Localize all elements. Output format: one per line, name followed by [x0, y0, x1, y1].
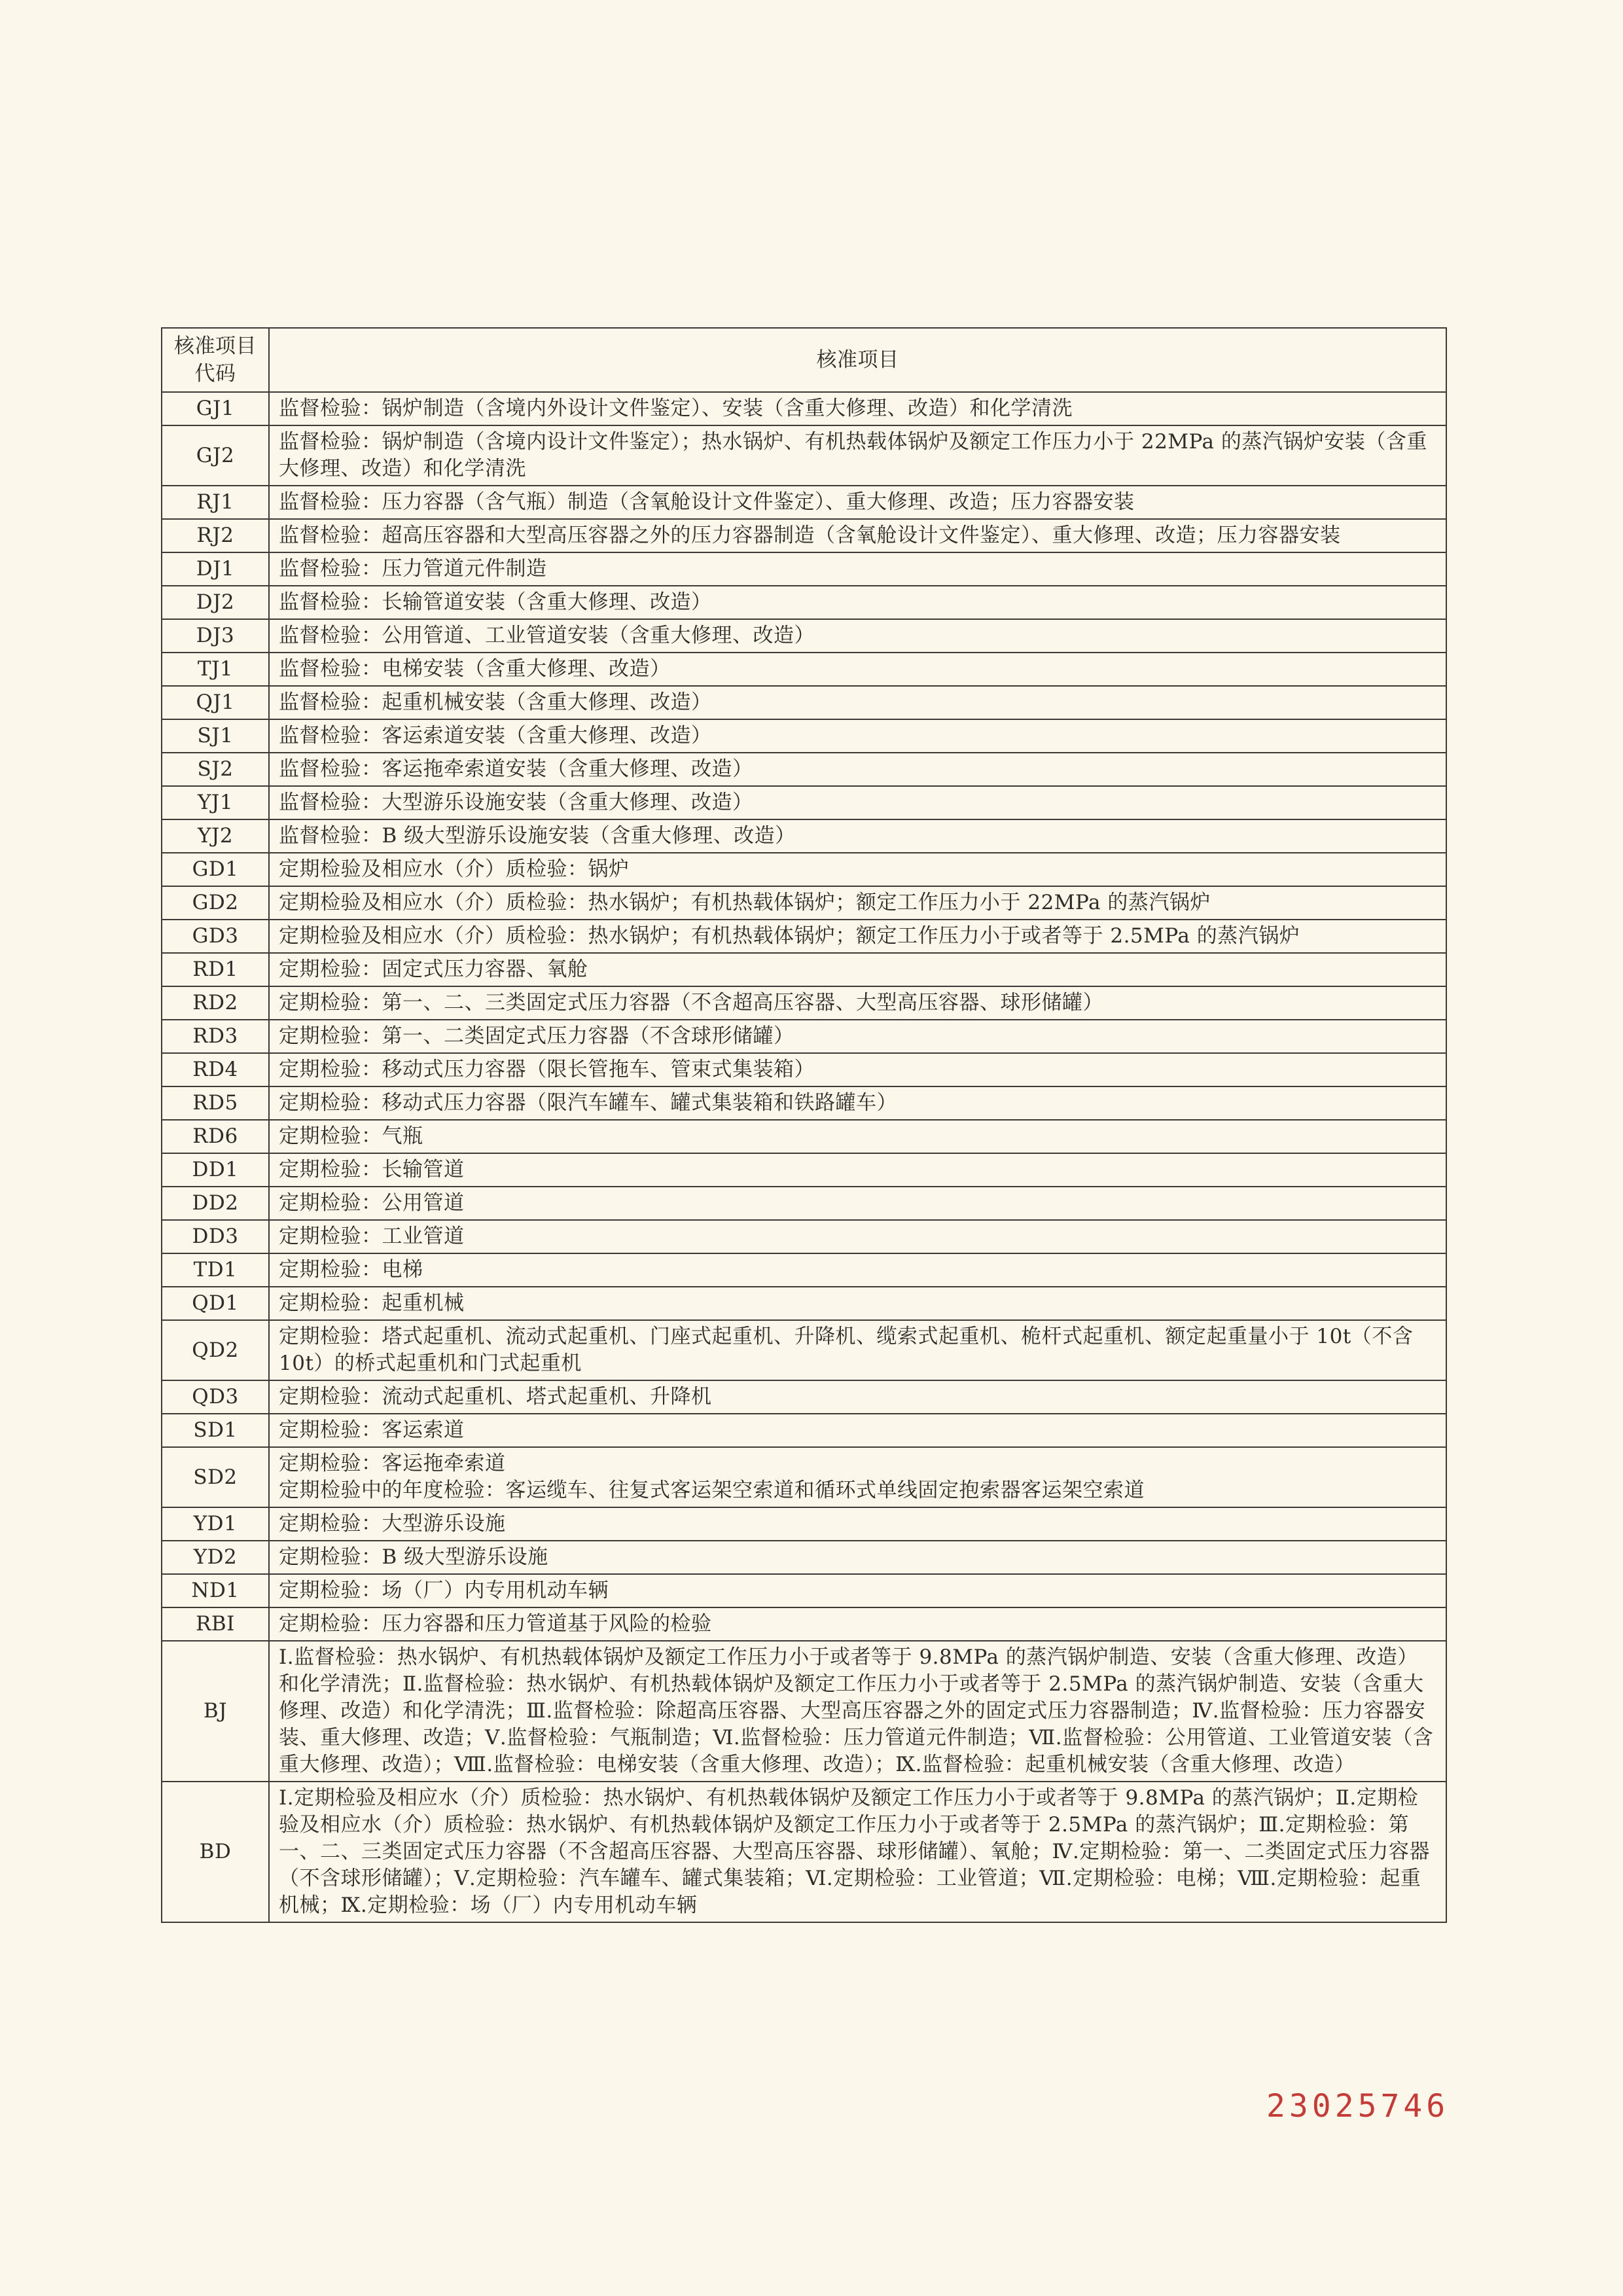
header-item: 核准项目 [269, 328, 1446, 392]
table-row [162, 786, 1446, 819]
item-code: YD2 [162, 1541, 269, 1574]
item-description: Ⅰ.监督检验：热水锅炉、有机热载体锅炉及额定工作压力小于或者等于 9.8MPa 的蒸汽锅炉制造、安装（含重大修理、改造）和化学清洗；Ⅱ.监督检验：热水锅炉、有机热载体锅炉及额定工作压力小于或者等于 2.5MPa 的蒸汽锅炉制造、安装（含重大修理、改造）和化学清洗；Ⅲ.监督检验：除超高压容器、大型高压容器之外的固定式压力容器制造；Ⅳ.监督检验：压力容器安装、重大修理、改造；Ⅴ.监督检验：气瓶制造；Ⅵ.监督检验：压力管道元件制造；Ⅶ.监督检验：公用管道、工业管道安装（含重大修理、改造）；Ⅷ.监督检验：电梯安装（含重大修理、改造）；Ⅸ.监督检验：起重机械安装（含重大修理、改造） [269, 1641, 1446, 1782]
item-description: 监督检验：压力管道元件制造 [269, 552, 1446, 586]
table-row [162, 719, 1446, 753]
item-code: DJ3 [162, 619, 269, 653]
table-row [162, 1153, 1446, 1187]
table-row [162, 1380, 1446, 1414]
item-description: Ⅰ.定期检验及相应水（介）质检验：热水锅炉、有机热载体锅炉及额定工作压力小于或者等于 9.8MPa 的蒸汽锅炉；Ⅱ.定期检验及相应水（介）质检验：热水锅炉、有机热载体锅炉及额定工作压力小于或者等于 2.5MPa 的蒸汽锅炉；Ⅲ.定期检验：第一、二、三类固定式压力容器（不含超高压容器、大型高压容器、球形储罐）、氧舱；Ⅳ.定期检验：第一、二类固定式压力容器（不含球形储罐）；Ⅴ.定期检验：汽车罐车、罐式集装箱；Ⅵ.定期检验：工业管道；Ⅶ.定期检验：电梯；Ⅷ.定期检验：起重机械；Ⅸ.定期检验：场（厂）内专用机动车辆 [269, 1782, 1446, 1922]
item-description: 定期检验：电梯 [269, 1253, 1446, 1287]
item-description: 定期检验及相应水（介）质检验：热水锅炉；有机热载体锅炉；额定工作压力小于 22MPa 的蒸汽锅炉 [269, 886, 1446, 920]
table-row [162, 586, 1446, 619]
item-description: 定期检验：气瓶 [269, 1120, 1446, 1153]
item-code: GD1 [162, 853, 269, 886]
table-row [162, 1541, 1446, 1574]
table-row [162, 1447, 1446, 1507]
item-code: RD6 [162, 1120, 269, 1153]
table-row [162, 886, 1446, 920]
table-row [162, 392, 1446, 425]
item-code: QD1 [162, 1287, 269, 1320]
item-code: DD3 [162, 1220, 269, 1253]
table-row [162, 552, 1446, 586]
table-header-row [162, 328, 1446, 392]
table-row [162, 1607, 1446, 1641]
table-row [162, 1220, 1446, 1253]
table-row [162, 953, 1446, 986]
item-description: 监督检验：锅炉制造（含境内外设计文件鉴定）、安装（含重大修理、改造）和化学清洗 [269, 392, 1446, 425]
table-row [162, 853, 1446, 886]
item-description: 定期检验：长输管道 [269, 1153, 1446, 1187]
item-code: DD2 [162, 1187, 269, 1220]
item-description: 监督检验：超高压容器和大型高压容器之外的压力容器制造（含氧舱设计文件鉴定）、重大修理、改造；压力容器安装 [269, 519, 1446, 552]
item-code: BD [162, 1782, 269, 1922]
item-description: 定期检验：工业管道 [269, 1220, 1446, 1253]
table-row [162, 1574, 1446, 1607]
table-row [162, 1053, 1446, 1086]
header-code: 核准项目 代码 [162, 328, 269, 392]
table-row [162, 653, 1446, 686]
item-code: YJ1 [162, 786, 269, 819]
item-description: 定期检验：起重机械 [269, 1287, 1446, 1320]
table-row [162, 425, 1446, 486]
table-row [162, 1782, 1446, 1922]
item-code: TJ1 [162, 653, 269, 686]
table-row [162, 1641, 1446, 1782]
item-description: 定期检验：B 级大型游乐设施 [269, 1541, 1446, 1574]
item-description: 定期检验：塔式起重机、流动式起重机、门座式起重机、升降机、缆索式起重机、桅杆式起重机、额定起重量小于 10t（不含 10t）的桥式起重机和门式起重机 [269, 1320, 1446, 1380]
item-description: 定期检验：第一、二、三类固定式压力容器（不含超高压容器、大型高压容器、球形储罐） [269, 986, 1446, 1020]
item-code: SD1 [162, 1414, 269, 1447]
item-description: 定期检验：场（厂）内专用机动车辆 [269, 1574, 1446, 1607]
item-code: YJ2 [162, 819, 269, 853]
item-code: YD1 [162, 1507, 269, 1541]
item-description: 定期检验：大型游乐设施 [269, 1507, 1446, 1541]
item-description: 定期检验：压力容器和压力管道基于风险的检验 [269, 1607, 1446, 1641]
item-code: RBI [162, 1607, 269, 1641]
item-description: 定期检验：流动式起重机、塔式起重机、升降机 [269, 1380, 1446, 1414]
item-code: GJ1 [162, 392, 269, 425]
table-row [162, 686, 1446, 719]
table-row [162, 519, 1446, 552]
item-code: GD3 [162, 920, 269, 953]
item-code: RJ2 [162, 519, 269, 552]
item-description: 定期检验：移动式压力容器（限汽车罐车、罐式集装箱和铁路罐车） [269, 1086, 1446, 1120]
item-code: GD2 [162, 886, 269, 920]
item-code: RD3 [162, 1020, 269, 1053]
table-row [162, 1507, 1446, 1541]
approval-items-table-container [161, 327, 1447, 1923]
item-description: 监督检验：锅炉制造（含境内设计文件鉴定）；热水锅炉、有机热载体锅炉及额定工作压力小于 22MPa 的蒸汽锅炉安装（含重大修理、改造）和化学清洗 [269, 425, 1446, 486]
item-code: DD1 [162, 1153, 269, 1187]
item-code: QD3 [162, 1380, 269, 1414]
table-row [162, 486, 1446, 519]
table-row [162, 1253, 1446, 1287]
item-code: GJ2 [162, 425, 269, 486]
item-description: 定期检验：客运拖牵索道 定期检验中的年度检验：客运缆车、往复式客运架空索道和循环式单线固定抱索器客运架空索道 [269, 1447, 1446, 1507]
item-code: TD1 [162, 1253, 269, 1287]
table-row [162, 1187, 1446, 1220]
item-description: 定期检验：公用管道 [269, 1187, 1446, 1220]
item-code: SJ1 [162, 719, 269, 753]
item-description: 监督检验：长输管道安装（含重大修理、改造） [269, 586, 1446, 619]
item-description: 监督检验：客运索道安装（含重大修理、改造） [269, 719, 1446, 753]
item-code: RD2 [162, 986, 269, 1020]
serial-number: 23025746 [1266, 2088, 1450, 2125]
table-body [162, 392, 1446, 1922]
item-code: RJ1 [162, 486, 269, 519]
item-code: DJ1 [162, 552, 269, 586]
table-row [162, 753, 1446, 786]
item-description: 监督检验：B 级大型游乐设施安装（含重大修理、改造） [269, 819, 1446, 853]
item-description: 定期检验及相应水（介）质检验：锅炉 [269, 853, 1446, 886]
table-row [162, 1120, 1446, 1153]
item-description: 监督检验：起重机械安装（含重大修理、改造） [269, 686, 1446, 719]
item-description: 监督检验：公用管道、工业管道安装（含重大修理、改造） [269, 619, 1446, 653]
table-row [162, 920, 1446, 953]
item-code: RD4 [162, 1053, 269, 1086]
item-code: SJ2 [162, 753, 269, 786]
table-row [162, 1414, 1446, 1447]
item-description: 监督检验：大型游乐设施安装（含重大修理、改造） [269, 786, 1446, 819]
approval-items-table [161, 327, 1447, 1923]
item-description: 定期检验：第一、二类固定式压力容器（不含球形储罐） [269, 1020, 1446, 1053]
item-description: 监督检验：客运拖牵索道安装（含重大修理、改造） [269, 753, 1446, 786]
item-code: RD1 [162, 953, 269, 986]
item-description: 定期检验：固定式压力容器、氧舱 [269, 953, 1446, 986]
table-row [162, 619, 1446, 653]
item-code: QD2 [162, 1320, 269, 1380]
table-row [162, 1287, 1446, 1320]
table-row [162, 986, 1446, 1020]
item-description: 定期检验：客运索道 [269, 1414, 1446, 1447]
item-description: 监督检验：电梯安装（含重大修理、改造） [269, 653, 1446, 686]
table-row [162, 819, 1446, 853]
item-description: 定期检验及相应水（介）质检验：热水锅炉；有机热载体锅炉；额定工作压力小于或者等于 2.5MPa 的蒸汽锅炉 [269, 920, 1446, 953]
item-code: ND1 [162, 1574, 269, 1607]
item-code: SD2 [162, 1447, 269, 1507]
item-code: RD5 [162, 1086, 269, 1120]
item-code: DJ2 [162, 586, 269, 619]
item-code: BJ [162, 1641, 269, 1782]
item-description: 监督检验：压力容器（含气瓶）制造（含氧舱设计文件鉴定）、重大修理、改造；压力容器安装 [269, 486, 1446, 519]
item-description: 定期检验：移动式压力容器（限长管拖车、管束式集装箱） [269, 1053, 1446, 1086]
table-row [162, 1320, 1446, 1380]
table-row [162, 1020, 1446, 1053]
item-code: QJ1 [162, 686, 269, 719]
table-row [162, 1086, 1446, 1120]
